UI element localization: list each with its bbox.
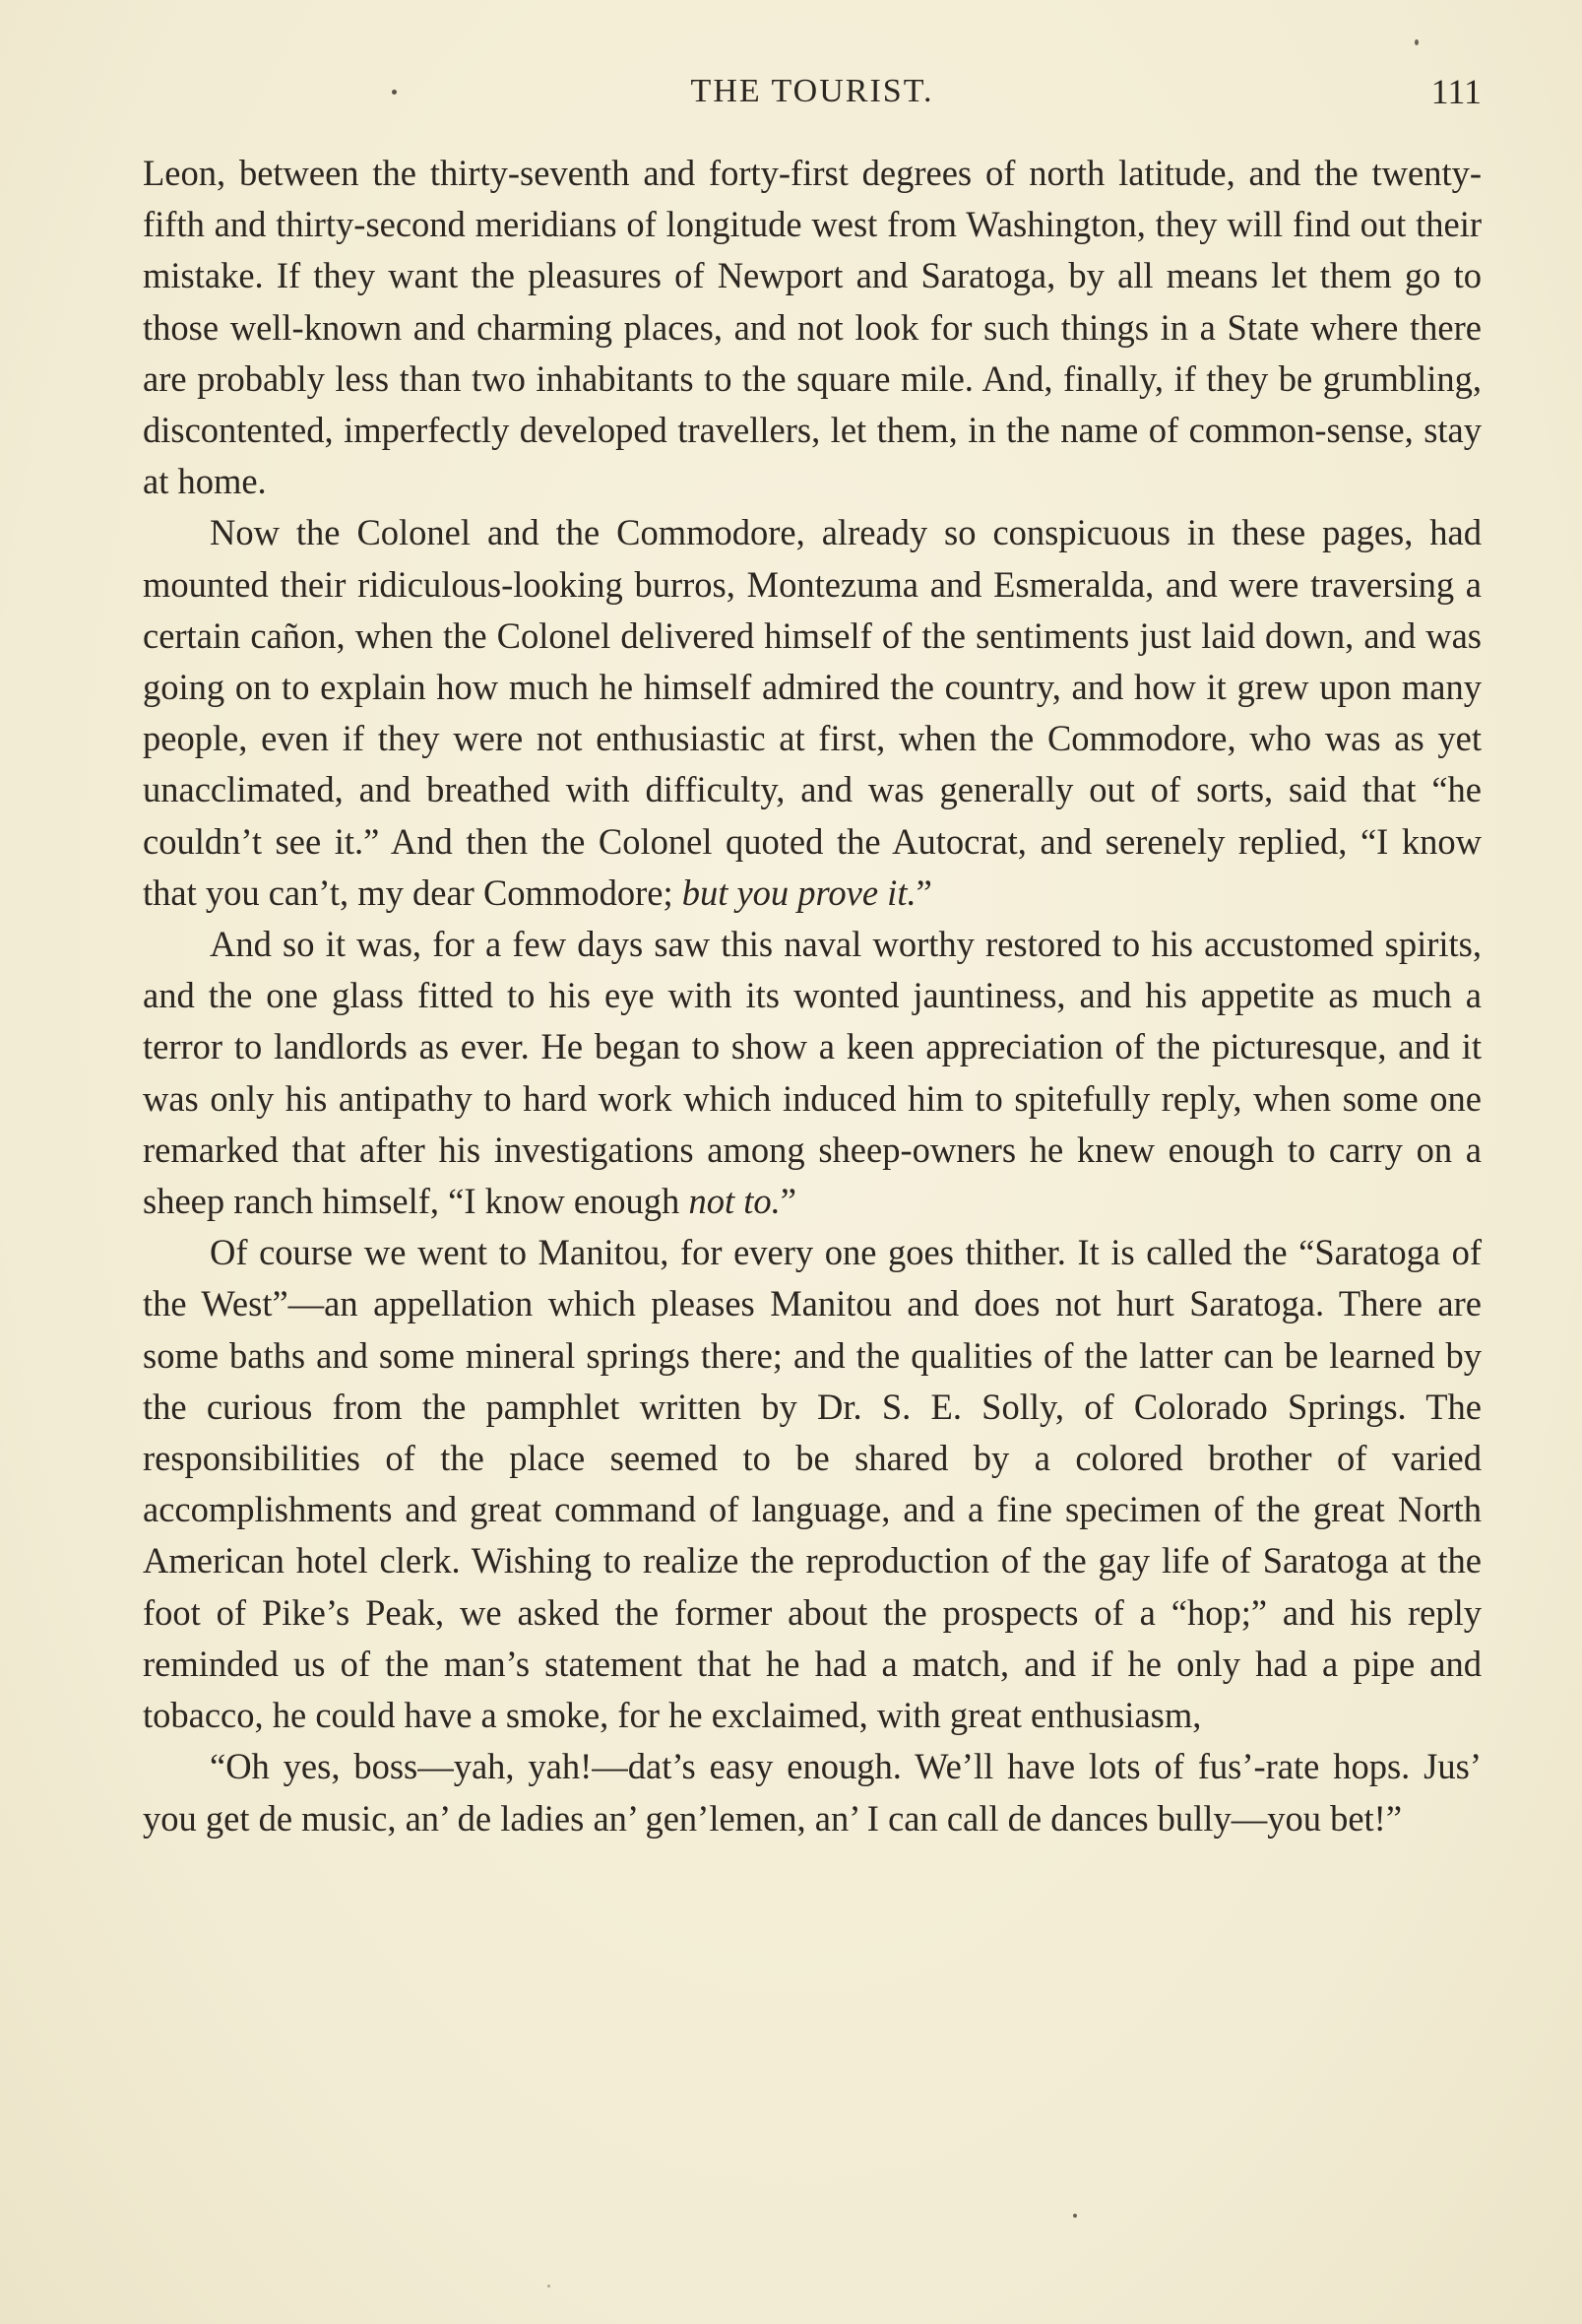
paragraph-1: [143, 148, 1482, 507]
paragraph-text: Now the Colonel and the Commodore, already so conspicuous in these pages, had mounted their ridiculous-looking burros, Montezuma and Esmeralda, and were traversing a certain cañon, when the Colonel delivered himself of the sentiments just laid down, and was going on to explain how much he himself admired the country, and how it grew upon many people, even if they were not enthusiastic at first, when the Commodore, who was as yet unacclimated, and breathed with difficulty, and was generally out of sorts, said that “he couldn’t see it.” And then the Colonel quoted the Autocrat, and serenely replied, “I know that you can’t, my dear Commodore;: [143, 512, 1482, 913]
running-head: [143, 71, 1482, 120]
page-speck: [1415, 39, 1419, 45]
paragraph-3: [143, 919, 1482, 1227]
closing-quote: ”: [780, 1181, 796, 1222]
italic-phrase: not to.: [688, 1181, 781, 1222]
running-title: THE TOURIST.: [690, 73, 934, 109]
page-speck: [547, 2285, 550, 2288]
italic-phrase: but you prove it.: [681, 872, 917, 913]
paragraph-5: [143, 1741, 1482, 1843]
closing-quote: ”: [916, 872, 932, 913]
paragraph-text: And so it was, for a few days saw this naval worthy restored to his accustomed spirits, and the one glass fitted to his eye with its wonted jauntiness, and his appetite as much a terror to landlords as ever. He began to show a keen appreciation of the picturesque, and it was only his antipathy to hard work which induced him to spitefully reply, when some one remarked that after his investigations among sheep-owners he knew enough to carry on a sheep ranch himself, “I know enough: [143, 924, 1482, 1222]
paragraph-4: [143, 1227, 1482, 1741]
page-speck: [1073, 2214, 1077, 2218]
paragraph-text: Of course we went to Manitou, for every one goes thither. It is called the “Saratoga of the West”—an appellation which pleases Manitou and does not hurt Saratoga. There are some baths and some mineral springs there; and the qualities of the latter can be learned by the curious from the pamphlet written by Dr. S. E. Solly, of Colorado Springs. The responsibilities of the place seemed to be shared by a colored brother of varied accomplishments and great command of language, and a fine specimen of the great North American hotel clerk. Wishing to realize the reproduction of the gay life of Saratoga at the foot of Pike’s Peak, we asked the former about the prospects of a “hop;” and his reply reminded us of the man’s statement that he had a match, and if he only had a pipe and tobacco, he could have a smoke, for he exclaimed, with great enthusiasm,: [143, 1232, 1482, 1736]
page-number: 111: [1430, 72, 1482, 111]
paragraph-text: Leon, between the thirty-seventh and forty-first degrees of north latitude, and the twenty-fifth and thirty-second meridians of longitude west from Washington, they will find out their mistake. If they want the pleasures of Newport and Saratoga, by all means let them go to those well-known and charming places, and not look for such things in a State where there are probably less than two inhabitants to the square mile. And, finally, if they be grumbling, discontented, imperfectly developed travellers, let them, in the name of common-sense, stay at home.: [143, 153, 1482, 502]
printers-dot: [392, 90, 397, 95]
paragraph-text: “Oh yes, boss—yah, yah!—dat’s easy enough. We’ll have lots of fus’-rate hops. Jus’ you get de music, an’ de ladies an’ gen’lemen, an’ I can call de dances bully—you bet!”: [143, 1746, 1482, 1839]
body-text: [143, 148, 1482, 1844]
paragraph-2: [143, 507, 1482, 919]
